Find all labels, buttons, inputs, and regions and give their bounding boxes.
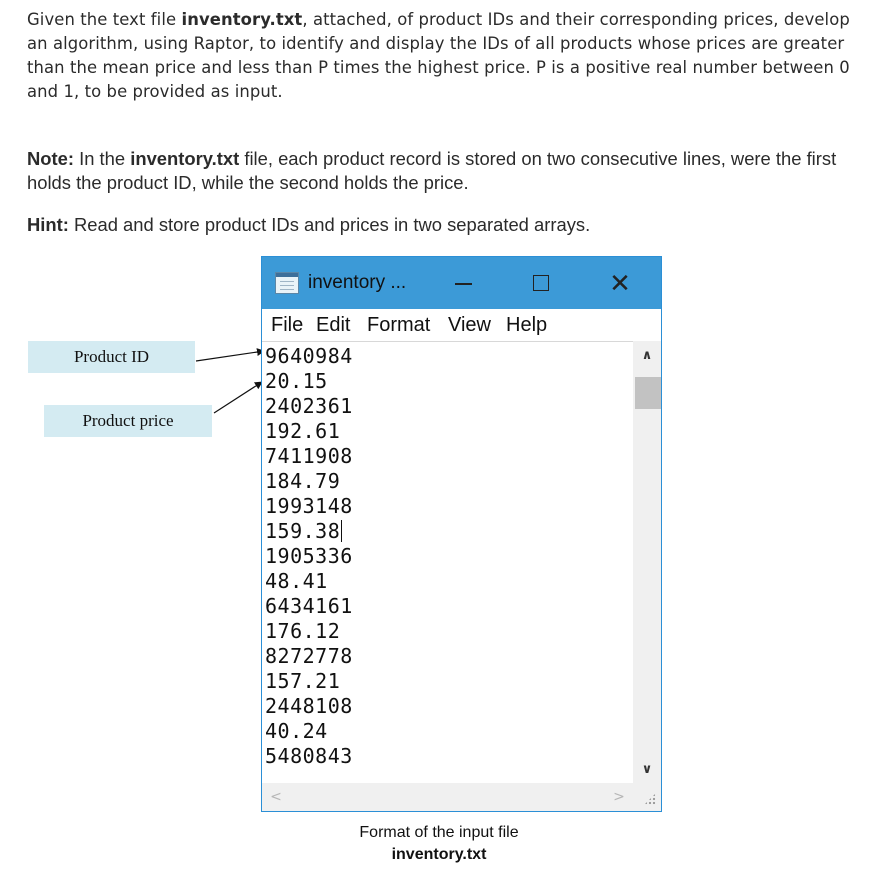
- menu-bar: [262, 309, 661, 341]
- menu-format[interactable]: Format: [367, 314, 431, 336]
- line-price: 184.79: [265, 469, 341, 493]
- line-price: 159.38: [265, 519, 341, 543]
- line-product-id: 8272778: [265, 644, 353, 668]
- line-price: 157.21: [265, 669, 341, 693]
- line-product-id: 1905336: [265, 544, 353, 568]
- menu-view[interactable]: View: [448, 314, 491, 336]
- notepad-titlebar[interactable]: [262, 257, 661, 309]
- text-caret: [341, 520, 342, 542]
- note-filename: inventory.txt: [130, 148, 240, 169]
- product-price-callout: Product price: [44, 405, 212, 437]
- note-paragraph: [27, 147, 857, 195]
- notepad-app-icon: [275, 272, 299, 294]
- menu-help[interactable]: Help: [506, 314, 548, 336]
- scroll-down-icon[interactable]: ∨: [641, 761, 653, 777]
- menu-edit[interactable]: Edit: [316, 314, 351, 336]
- scroll-up-icon[interactable]: ∧: [641, 347, 653, 363]
- horizontal-scrollbar[interactable]: [262, 783, 633, 811]
- hint-paragraph: [27, 213, 857, 237]
- caption-line1: Format of the input file: [359, 824, 519, 841]
- question-text-part1: Given the text file: [27, 10, 182, 29]
- scroll-left-icon[interactable]: <: [270, 789, 282, 805]
- minimize-icon: [455, 283, 472, 285]
- note-label: Note:: [27, 148, 74, 169]
- line-price: 20.15: [265, 369, 328, 393]
- maximize-icon: [533, 275, 549, 291]
- hint-label: Hint:: [27, 214, 69, 235]
- window-title: inventory ...: [308, 272, 407, 293]
- product-price-arrow: [214, 382, 262, 413]
- close-button[interactable]: ✕: [609, 267, 631, 298]
- figure-caption: [261, 822, 617, 866]
- product-id-arrow: [196, 351, 264, 361]
- question-text: [27, 8, 857, 104]
- note-text-part1: In the: [74, 148, 131, 169]
- line-product-id: 7411908: [265, 444, 353, 468]
- minimize-button[interactable]: [427, 257, 499, 309]
- note-text-part2: file, each product record is stored on two consecutive lines, were the first holds the product ID, while the second holds the price.: [27, 148, 837, 193]
- line-product-id: 2448108: [265, 694, 353, 718]
- product-id-callout: Product ID: [28, 341, 195, 373]
- resize-grip-icon[interactable]: [633, 783, 661, 811]
- vertical-scrollbar[interactable]: [633, 341, 661, 783]
- text-editor-area[interactable]: [262, 341, 633, 783]
- menu-file[interactable]: File: [271, 314, 304, 336]
- line-product-id: 5480843: [265, 744, 353, 768]
- maximize-button[interactable]: [505, 257, 577, 309]
- line-product-id: 1993148: [265, 494, 353, 518]
- line-price: 48.41: [265, 569, 328, 593]
- line-product-id: 2402361: [265, 394, 353, 418]
- scroll-right-icon[interactable]: >: [613, 789, 625, 805]
- caption-filename: inventory.txt: [391, 846, 487, 863]
- line-price-with-caret: [265, 519, 342, 544]
- line-product-id: 9640984: [265, 344, 353, 368]
- question-filename: inventory.txt: [181, 10, 303, 29]
- line-price: 40.24: [265, 719, 328, 743]
- line-product-id: 6434161: [265, 594, 353, 618]
- line-price: 176.12: [265, 619, 341, 643]
- notepad-window: [261, 256, 662, 812]
- hint-text: Read and store product IDs and prices in two separated arrays.: [68, 214, 591, 235]
- question-text-part2: , attached, of product IDs and their corresponding prices, develop an algorithm, using Raptor, to identify and display the IDs of all products whose prices are greater than the mean price and less than P times the highest price. P is a positive real number between 0 and 1, to be provided as input.: [27, 10, 850, 101]
- scrollbar-thumb[interactable]: [635, 377, 661, 409]
- line-price: 192.61: [265, 419, 341, 443]
